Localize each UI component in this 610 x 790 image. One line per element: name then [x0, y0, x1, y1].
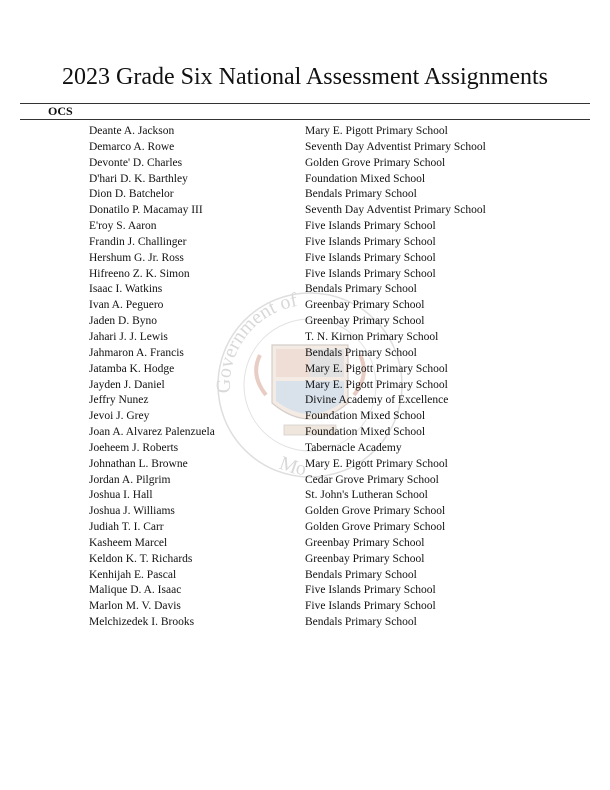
section-top-rule [20, 103, 590, 104]
student-name: Hershum G. Jr. Ross [89, 251, 184, 264]
student-name: Jayden J. Daniel [89, 378, 165, 391]
school-name: Divine Academy of Excellence [305, 394, 449, 407]
assignment-row [0, 314, 610, 330]
student-name: Keldon K. T. Richards [89, 552, 193, 565]
student-name: Dion D. Batchelor [89, 188, 174, 201]
student-name: Isaac I. Watkins [89, 283, 163, 296]
school-name: St. John's Lutheran School [305, 489, 428, 502]
student-name: Jaden D. Byno [89, 315, 158, 328]
assignment-row [0, 599, 610, 615]
school-name: Mary E. Pigott Primary School [305, 378, 448, 391]
school-name: Mary E. Pigott Primary School [305, 125, 448, 137]
assignment-row [0, 488, 610, 504]
assignment-row [0, 552, 610, 568]
assignment-row [0, 156, 610, 172]
assignment-row [0, 362, 610, 378]
school-name: Golden Grove Primary School [305, 521, 446, 534]
school-name: Foundation Mixed School [305, 172, 426, 185]
school-name: Seventh Day Adventist Primary School [305, 204, 486, 217]
student-name: Joeheem J. Roberts [89, 441, 179, 454]
student-name: Donatilo P. Macamay III [89, 204, 203, 217]
school-name: T. N. Kirnon Primary School [305, 330, 439, 343]
assignment-row [0, 378, 610, 394]
assignment-row [0, 267, 610, 283]
student-name: Jordan A. Pilgrim [89, 473, 171, 486]
school-name: Five Islands Primary School [305, 267, 436, 280]
student-name: Joshua J. Williams [89, 505, 175, 518]
student-name: Devonte' D. Charles [89, 156, 183, 169]
student-name: Marlon M. V. Davis [89, 600, 181, 613]
student-name: Kasheem Marcel [89, 536, 168, 549]
student-name: Jatamba K. Hodge [89, 362, 175, 375]
school-name: Cedar Grove Primary School [305, 473, 439, 486]
assignment-row [0, 235, 610, 251]
assignment-row [0, 409, 610, 425]
student-name: Joan A. Alvarez Palenzuela [89, 426, 215, 439]
assignment-row [0, 219, 610, 235]
school-name: Bendals Primary School [305, 188, 417, 201]
school-name: Five Islands Primary School [305, 600, 436, 613]
assignment-row [0, 583, 610, 599]
assignment-row [0, 473, 610, 489]
school-name: Seventh Day Adventist Primary School [305, 140, 486, 153]
student-name: E'roy S. Aaron [89, 220, 157, 233]
assignment-row [0, 441, 610, 457]
student-name: Demarco A. Rowe [89, 140, 175, 153]
assignment-row [0, 124, 610, 140]
school-name: Greenbay Primary School [305, 536, 425, 549]
school-name: Greenbay Primary School [305, 299, 425, 312]
assignment-row [0, 346, 610, 362]
student-name: Kenhijah E. Pascal [89, 568, 177, 581]
assignment-row [0, 282, 610, 298]
school-name: Bendals Primary School [305, 568, 417, 581]
assignment-row [0, 536, 610, 552]
assignment-row [0, 425, 610, 441]
student-name: Jeffry Nunez [89, 394, 149, 407]
student-name: Jevoi J. Grey [89, 410, 150, 423]
school-name: Golden Grove Primary School [305, 505, 446, 518]
student-name: Frandin J. Challinger [89, 235, 187, 248]
assignment-row [0, 187, 610, 203]
seal-text-top: Government of [212, 289, 299, 394]
school-name: Five Islands Primary School [305, 251, 436, 264]
section-label: OCS [48, 104, 73, 118]
student-name: Judiah T. I. Carr [89, 521, 164, 534]
student-name: Johnathan L. Browne [89, 457, 188, 470]
school-name: Mary E. Pigott Primary School [305, 362, 448, 375]
school-name: Five Islands Primary School [305, 584, 436, 597]
student-name: Ivan A. Peguero [89, 299, 164, 312]
student-name: Joshua I. Hall [89, 489, 153, 502]
assignment-row [0, 568, 610, 584]
student-name: D'hari D. K. Barthley [89, 172, 188, 185]
student-name: Jahari J. J. Lewis [89, 330, 168, 343]
assignment-row [0, 251, 610, 267]
school-name: Greenbay Primary School [305, 552, 425, 565]
school-name: Golden Grove Primary School [305, 156, 446, 169]
page-title: 2023 Grade Six National Assessment Assignments [62, 64, 548, 90]
student-name: Melchizedek I. Brooks [89, 616, 195, 629]
school-name: Foundation Mixed School [305, 410, 426, 423]
school-name: Bendals Primary School [305, 283, 417, 296]
section-bottom-rule [20, 119, 590, 120]
school-name: Foundation Mixed School [305, 426, 426, 439]
assignment-row [0, 298, 610, 314]
assignment-list [0, 124, 610, 631]
assignment-row [0, 393, 610, 409]
student-name: Hifreeno Z. K. Simon [89, 267, 190, 280]
student-name: Malique D. A. Isaac [89, 584, 182, 597]
assignment-row [0, 172, 610, 188]
seal-text-bottom: Mo [276, 452, 308, 481]
assignment-row [0, 203, 610, 219]
school-name: Bendals Primary School [305, 616, 417, 629]
school-name: Bendals Primary School [305, 346, 417, 359]
assignment-row [0, 615, 610, 631]
assignment-row [0, 140, 610, 156]
school-name: Tabernacle Academy [305, 441, 402, 454]
assignment-row [0, 504, 610, 520]
assignment-row [0, 330, 610, 346]
school-name: Five Islands Primary School [305, 235, 436, 248]
school-name: Mary E. Pigott Primary School [305, 457, 448, 470]
assignment-row [0, 457, 610, 473]
student-name: Jahmaron A. Francis [89, 346, 184, 359]
school-name: Five Islands Primary School [305, 220, 436, 233]
assignment-row [0, 520, 610, 536]
student-name: Deante A. Jackson [89, 125, 175, 137]
school-name: Greenbay Primary School [305, 315, 425, 328]
